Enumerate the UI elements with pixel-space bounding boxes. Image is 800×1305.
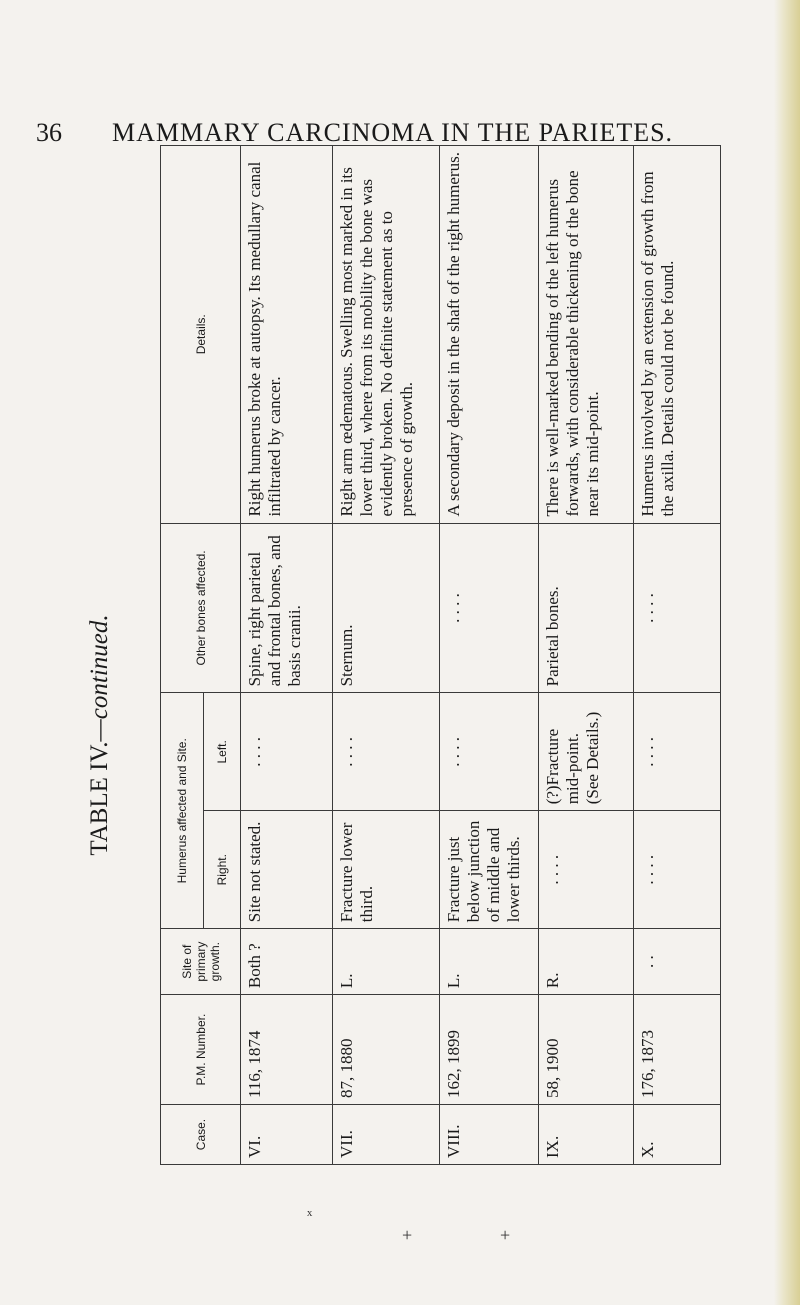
- cell-primary-site: . .: [634, 929, 721, 995]
- cell-right: . . . .: [634, 811, 721, 929]
- cell-case: IX.: [539, 1105, 634, 1165]
- cell-case: VI.: [241, 1105, 333, 1165]
- page-edge-shading: [774, 0, 800, 1305]
- cell-primary-site: L.: [440, 929, 539, 995]
- table-title: [75, 455, 125, 1015]
- cell-left: . . . .: [333, 693, 440, 811]
- table-title-continued: —continued.: [86, 614, 113, 742]
- cell-other-bones: Spine, right parietal and frontal bones, and basis cranii.: [241, 523, 333, 693]
- cell-other-bones: . . . .: [440, 523, 539, 693]
- header-primary-site: Site of primary growth.: [161, 929, 241, 995]
- cell-right: Fracture just below junction of middle and lower thirds.: [440, 811, 539, 929]
- header-details: Details.: [161, 146, 241, 524]
- margin-tick-mark: +: [402, 1225, 413, 1245]
- cell-primary-site: Both ?: [241, 929, 333, 995]
- header-other-bones: Other bones affected.: [161, 523, 241, 693]
- cell-left: . . . .: [241, 693, 333, 811]
- cell-pm-number: 116, 1874: [241, 995, 333, 1105]
- running-head: MAMMARY CARCINOMA IN THE PARIETES.: [112, 118, 674, 147]
- cell-other-bones: Parietal bones.: [539, 523, 634, 693]
- humerus-cases-table: [160, 145, 721, 1165]
- header-humerus-affected: Humerus affected and Site.: [161, 693, 204, 929]
- cell-details: Humerus involved by an extension of growth from the axilla. Details could not be found.: [634, 146, 721, 524]
- table-row-case-x: [634, 146, 721, 1165]
- page-number: 36: [36, 118, 62, 147]
- cell-pm-number: 176, 1873: [634, 995, 721, 1105]
- cell-details: Right arm œdematous. Swelling most marked in its lower third, where from its mobility the bone was evidently broken. No definite statement as to presence of growth.: [333, 146, 440, 524]
- cell-case: VII.: [333, 1105, 440, 1165]
- table-row-case-vii: [333, 146, 440, 1165]
- cell-details: There is well-marked bending of the left humerus forwards, with considerable thickening of the bone near its mid-point.: [539, 146, 634, 524]
- margin-tick-mark: ˣ: [307, 1205, 313, 1225]
- cell-details: A secondary deposit in the shaft of the right humerus.: [440, 146, 539, 524]
- cell-primary-site: R.: [539, 929, 634, 995]
- header-left: Left.: [204, 693, 241, 811]
- cell-left: . . . .: [634, 693, 721, 811]
- cell-left: (?)Fracture mid-point. (See Details.): [539, 693, 634, 811]
- cell-right: Fracture lower third.: [333, 811, 440, 929]
- cell-right: . . . .: [539, 811, 634, 929]
- table-title-main: TABLE IV.: [86, 741, 113, 856]
- table-row-case-vi: [241, 146, 333, 1165]
- header-case: Case.: [161, 1105, 241, 1165]
- rotated-table-container: [160, 145, 677, 1165]
- table-row-case-ix: [539, 146, 634, 1165]
- cell-right: Site not stated.: [241, 811, 333, 929]
- header-right: Right.: [204, 811, 241, 929]
- cell-details: Right humerus broke at autopsy. Its medullary canal infiltrated by cancer.: [241, 146, 333, 524]
- cell-case: X.: [634, 1105, 721, 1165]
- cell-primary-site: L.: [333, 929, 440, 995]
- cell-pm-number: 58, 1900: [539, 995, 634, 1105]
- cell-other-bones: Sternum.: [333, 523, 440, 693]
- cell-other-bones: . . . .: [634, 523, 721, 693]
- cell-pm-number: 162, 1899: [440, 995, 539, 1105]
- cell-pm-number: 87, 1880: [333, 995, 440, 1105]
- margin-tick-mark: +: [500, 1225, 511, 1245]
- header-pm-number: P.M. Number.: [161, 995, 241, 1105]
- table-row-case-viii: [440, 146, 539, 1165]
- cell-left: . . . .: [440, 693, 539, 811]
- cell-case: VIII.: [440, 1105, 539, 1165]
